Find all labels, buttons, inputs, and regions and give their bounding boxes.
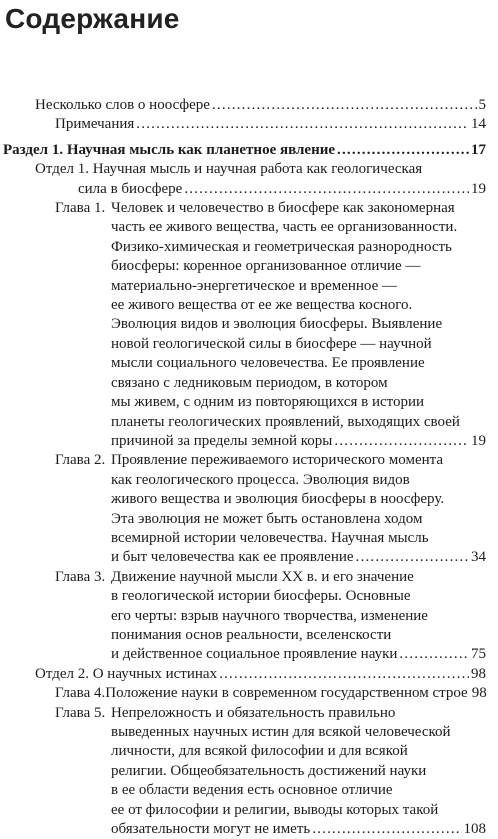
toc-page-number: 19 xyxy=(471,432,486,449)
toc-entry-title: Примечания xyxy=(55,116,135,133)
page-title: Содержание xyxy=(5,3,180,34)
chapter-label: Глава 1. xyxy=(55,200,106,217)
toc-entry-title: причиной за пределы земной коры xyxy=(111,432,333,449)
toc-entry-chapter-5[interactable] xyxy=(0,704,498,839)
chapter-label: Глава 4. xyxy=(55,685,106,702)
toc-page-number: 17 xyxy=(471,141,486,158)
toc-entry-section-1[interactable] xyxy=(0,141,498,160)
toc-entry-chapter-2[interactable] xyxy=(0,451,498,567)
toc-page-number: 98 xyxy=(471,685,487,702)
toc-entry-line: всемирной истории человечества. Научная мысль xyxy=(111,529,429,546)
toc-entry-line: Человек и человечество в биосфере как закономерная xyxy=(111,200,455,217)
toc-entry-title: Раздел 1. Научная мысль как планетное явление xyxy=(3,141,336,158)
toc-entry-line: Движение научной мысли XX в. и его значение xyxy=(111,568,414,585)
dot-leader xyxy=(184,180,469,199)
toc-entry-title: обязательности могут не иметь xyxy=(111,821,311,838)
toc-entry-line: Отдел 1. Научная мысль и научная работа как геологическая xyxy=(35,161,423,178)
dot-leader xyxy=(399,645,469,664)
toc-entry-line: Физико-химическая и геометрическая разнородность xyxy=(111,238,452,255)
toc-entry-line: понимания основ реальности, вселенскости xyxy=(111,626,392,643)
toc-entry-line: часть ее живого вещества, часть ее организованности. xyxy=(111,219,458,236)
toc-entry-line: Эта эволюция не может быть остановлена ходом xyxy=(111,510,423,527)
toc-entry-line: Непреложность и обязательность правильно xyxy=(111,704,396,721)
toc-entry-title: Отдел 2. О научных истинах xyxy=(35,665,218,682)
toc-entry-line: связано с ледниковым периодом, в котором xyxy=(111,374,388,391)
toc-entry-title: Положение науки в современном государственном строе xyxy=(105,685,468,702)
toc-entry-line: ее от философии и религии, выводы которых такой xyxy=(111,801,439,818)
toc-entry-line: мы живем, с одним из повторяющихся в истории xyxy=(111,394,425,411)
toc-entry-chapter-4[interactable] xyxy=(0,684,498,703)
dot-leader xyxy=(312,820,461,839)
table-of-contents xyxy=(0,96,498,839)
toc-entry-line: Проявление переживаемого исторического момента xyxy=(111,452,444,469)
toc-entry-line: ее живого вещества от ее же вещества косного. xyxy=(111,297,413,314)
toc-entry-title: Несколько слов о ноосфере xyxy=(35,97,210,113)
toc-page-number: 19 xyxy=(471,180,486,197)
toc-entry-line: новой геологической силы в биосфере — научной xyxy=(111,335,432,352)
toc-entry-notes[interactable] xyxy=(0,115,498,134)
toc-page-number: 75 xyxy=(471,646,486,663)
toc-entry-dept-2[interactable] xyxy=(0,665,498,684)
chapter-label: Глава 2. xyxy=(55,452,106,469)
toc-entry-line: планеты геологических проявлений, выходящих своей xyxy=(111,413,460,430)
toc-entry-line: личности, для всякой философии и для всякой xyxy=(111,743,408,760)
toc-entry-line: его черты: взрыв научного творчества, изменение xyxy=(111,607,428,624)
dot-leader xyxy=(334,432,469,451)
toc-page-number: 34 xyxy=(471,549,486,566)
chapter-label: Глава 3. xyxy=(55,568,106,585)
toc-entry-line: как геологического процесса. Эволюция видов xyxy=(111,471,410,488)
toc-entry-line: в геологической истории биосферы. Основные xyxy=(111,588,411,605)
toc-entry-intro[interactable] xyxy=(0,96,498,115)
dot-leader xyxy=(219,665,469,684)
toc-entry-line: Эволюция видов и эволюция биосферы. Выявление xyxy=(111,316,443,333)
toc-entry-line: живого вещества и эволюция биосферы в ноосферу. xyxy=(111,491,445,508)
toc-entry-title: сила в биосфере xyxy=(78,180,183,197)
toc-page-number: 98 xyxy=(471,665,486,682)
toc-page-number: 5 xyxy=(478,97,486,113)
toc-entry-line: материально-энергетическое и временное — xyxy=(111,277,398,294)
toc-entry-line: выведенных научных истин для всякой человеческой xyxy=(111,724,451,740)
toc-entry-line: в ее области ведения есть основное отличие xyxy=(111,782,393,799)
toc-entry-dept-1[interactable] xyxy=(0,160,498,199)
toc-entry-title: и быт человечества как ее проявление xyxy=(111,549,354,566)
toc-entry-line: мысли социального человечества. Ее проявление xyxy=(111,355,425,372)
toc-page-number: 14 xyxy=(471,116,486,133)
toc-entry-chapter-3[interactable] xyxy=(0,568,498,665)
dot-leader xyxy=(337,141,469,160)
chapter-label: Глава 5. xyxy=(55,704,106,721)
dot-leader xyxy=(212,96,477,115)
toc-entry-title: и действенное социальное проявление науки xyxy=(111,646,398,663)
dot-leader xyxy=(356,548,469,567)
toc-entry-line: религии. Общеобязательность достижений науки xyxy=(111,762,427,779)
toc-entry-chapter-1[interactable] xyxy=(0,199,498,451)
toc-page-number: 108 xyxy=(463,821,486,838)
dot-leader xyxy=(136,115,469,134)
toc-entry-line: биосферы: коренное организованное отличие — xyxy=(111,258,421,275)
